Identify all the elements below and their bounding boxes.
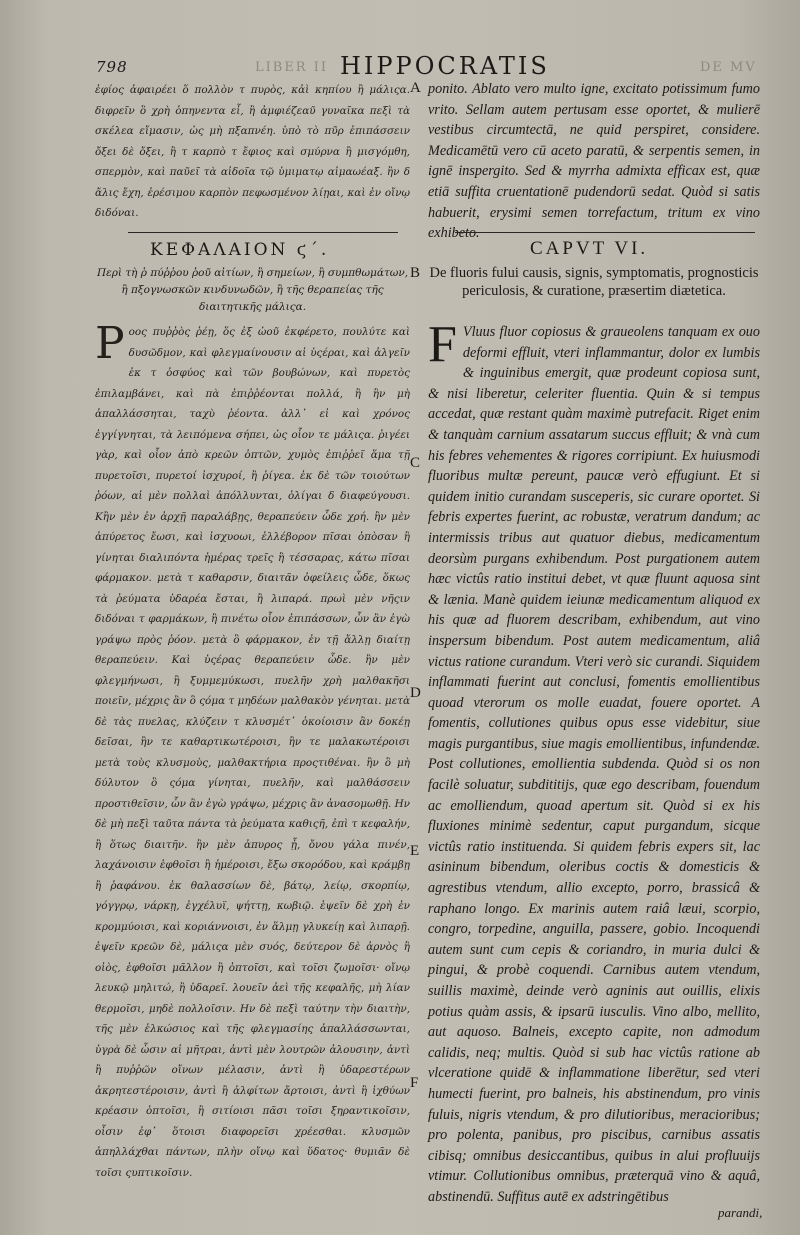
greek-chapter-rule: [128, 232, 398, 233]
greek-chapter-title: ΚΕΦΑΛΑΙΟΝ ϛ΄.: [150, 240, 330, 260]
greek-intro-text: ἐφίος ἀφαιρέει ὅ πολλὸν τ πυρὸς, κἀὶ κηπίου ἢ μάλιςα. διφρεῖν ὃ χρὴ ὁπηνεντα εἶ, ἢ ἀμφιέζεαῦ γυναῖκα πεξὶ τὰ σκέλεα εἴμασιν, ὡς μὴ πξαπνέη. ὑπὸ τὸ πῦρ ἐπιπάσσειν ὄξει δὲ ὄξει, ἢ τ καρπὸ τ ἔφιος καὶ σμύρνα ἢ μισγόμθη, σπερμὸν, καὶ παῦεῖ τὰ αἰδοῖα τῷ ὑμιματῳ αἱμαωέαξ. ἢν δ ἄλις ἔχη, ἐρέσιμου καρπὸν πεφωσμένον λίῃαι, καὶ ἐν οἴνῳ διδόναι.: [95, 84, 410, 219]
catchword: parandi,: [718, 1205, 763, 1220]
latin-chapter-rule: [455, 232, 755, 233]
greek-body: [95, 318, 410, 1192]
margin-letter-d: D: [410, 685, 421, 701]
latin-intro: [428, 79, 760, 242]
margin-letter-b: B: [410, 265, 421, 281]
bleed-through-text: LIBER II: [255, 60, 329, 75]
greek-body-text: οος πυῤῥὸς ῥέῃ, ὅς ἐξ ὠοῦ ἐκφέρετο, πουλύτε καὶ δυσῶδμον, καὶ φλεγμαίνουσιν αἱ ὑςέραι, καὶ ἀλγεῖν ἐκ τ ὀσφύος καὶ τῶν βουβώνων, καὶ πυρετὸς ἐπιλαμβάνει, καὶ πὰ ἐπιῤῥέονται πολλά, ἢ ἢν μὴ ἀπαλλάσσηται, ταχὺ ῥέοντα. ἀλλ᾽ εἰ καὶ χρόνος ἐγγίγνηται, τὰ λειπόμενα σήπει, ὡς οἷον τε μάλιςα. ῥιγέει γὰρ, καὶ οἷον ἀπὸ κρεῶν ὀπτῶν, χυμὸς ἐπιῤῥεῖ ἅμα τῇ πυρετοῖσι, πυρετοί ἰσχυροί, ἢ ῥίγεα. ἐκ δὲ τῶν τοιούτων ῥόων, αἱ μὲν πολλαὶ ἀπόλλυνται, ὀλίγαι δ διαφεύγουσι. Κἢν μὲν ἐν ἀρχῇ παραλάβῃς, θεραπεύειν ὧδε χρή. ἢν μὲν ἀπύρετος ἔωσι, καὶ ἰσχυοωι, ἐλλέβορον πῖσαι ὀπὸσαν ἢ γίνηται διαλιπόντα ἡμέρας τρεῖς ἢ τέσσαρας, κάτω πῖσαι φάρμακον. μετὰ τ καθαρσιν, διαιτᾶν ὀφείλεις ὧδε, ὅκως τὰ ῥεύματα ὑδαρέα ἔσται, ἢ λιπαρά. πρωὶ μὲν νῆςιν διδόναι τ φαρμάκων, ἢ πινέτω οἷον ἐπιπάσσων, ὧν ἂν ἐγὼ γράψω πρὸς ῥόον. μετὰ ὃ φάρμακον, ἐν τῇ ἄλλῃ διαίτῃ θεραπεύειν. Καὶ ὑςέρας θεραπεύειν ὧδε. ἢν μὲν φλεγμήνωσι, ἢ ξυμμεμύκωσι, πυελῆν χρὴ μαλθακῆσι ποιεῖν, μέχρις ἂν ὃ ςόμα τ μηδέων μαλθακὸν γένηται. μετὰ δὲ τὰς πυελας, κλύζειν τ κλυσμέτ᾽ ὁκοίοισιν ἂν δοκέῃ δεῖσαι, ἢν τε καθαρτικωτέροισι, ἢν τε μαλακωτέροισι μετὰ τοὺς κλυσμοὺς, μαλθακτήρια προςτιθέναι. ἢν ὃ μὴ δύλυτον ὃ ςόμα γίνηται, πυελῆν, καὶ μαλθάσσειν προστιθεῖσιν, ὧν ἂν ἐγὼ γράψω, μέχρις ἂν ἀνασομωθῇ. Ην δὲ μὴ πεξὶ ταῦτα πάντα τὰ ῥεύματα καθιςῆ, ἐπὶ τ κεφαλήν, ἢ ὅτως διαιτῆν. ἢν μὲν ἀπυρος ᾖ, ὄνου γάλα πινέν, λαχάνοισιν ἑφθοῖσι ἢ ἡμέροισι, ἔξω σκορόδου, καὶ κράμβῃ ἢ ῥαφάνου. ἐκ θαλασσίων δὲ, βάτῳ, λείῳ, σκορπίῳ, γόγγρῳ, νάρκῃ, ἐγχέλυϊ, ψήττῃ, κωβιῷ. ἑψεῖν δὲ χρὴ ἐν κρομμύοισι, καὶ κοριάννοισι, ἐν ἅλμῃ γλυκείῃ καὶ λιπαρῇ. ἑψεῖν κρεῶν δὲ, μάλιςα μὲν συός, δεύτερον δὲ ἀρνὸς ἢ οἰὸς, ἑφθοῖσι μᾶλλον ἢ ὀπτοῖσι, καὶ τοῖσι ζωμοῖσι· οἴνῳ λευκῷ μηλιτώ, ἢ ὑδαρεῖ. λουεῖν ἀεὶ τῆς κεφαλῆς, μὴ λίαν θερμοῖσι, μηδὲ πολλοῖσιν. Ην δὲ πεξὶ ταύτην τὴν διαιτὴν, τῆς μὲν ἑλκώσιος καὶ τῆς φλεγμασίης ἀπαλλάσσωνται, ὑγρὰ δὲ ὦσιν αἱ μῆτραι, ἀντὶ μὲν λουτρῶν ἀλουσιην, ἀντὶ ἢ πυῤῥῶν οἴνων μέλασιν, ἀντὶ ἢ ὑδαρεστέρων ἀκρητεστέροισιν, ἀντὶ ἢ ἀλφίτων ἄρτοισι, ἀντὶ ἢ ἰχθύων κρέασιν ὀπτοῖσι, ἢ σιτίοισι πᾶσι τοῖσι ξηραντικοῖσιν, οἶσιν ἐφ᾽ ὅτοισι διαφορεῖσι χρέεσθαι. κλυσμῶν ἀπηλλάχθαι πάντων, πλὴν οἴνῳ καὶ ὕδατος· θυμιᾶν δὲ τοῖσι ςυπτικοῖσιν.: [95, 326, 410, 1179]
greek-drop-cap: Ρ: [95, 318, 125, 369]
margin-letter-c: C: [410, 455, 421, 471]
latin-intro-text: ponito. Ablato vero multo igne, excitato potissimum fumo vrito. Sellam autem pertusam esse oportet, & mulierē vestibus circumtectā, ne quid perspiret, considere. Medicamētū vero cū aceto paratū, & serpentis semen, in ignē inspergito. Sed & myrrha admixta efficax est, quæ etiā suffita cruentationē pudendorū sedat. Quòd si satis habuerit, erysimi semen torrefactum, tritum ex vino exhibeto.: [428, 81, 760, 242]
latin-drop-cap: F: [428, 316, 457, 373]
bleed-through-text-right: DE MV: [700, 60, 757, 75]
running-title: HIPPOCRATIS: [340, 52, 550, 80]
latin-body-text: Vluus fluor copiosus & graueolens tanquam ex ouo deformi effluit, vteri inflammantur, dolor ex lumbis & inguinibus emergit, quæ prodeunt copiosa sunt, & nisi liberetur, celeriter fluentia. Quin & si tempus accedat, quæ restant quàm maximè putrefacit. Riget enim & tanquàm carnium assatarum succus effluit; & vnà cum his febres vehementes & rigores corripiunt. Ex huiusmodi fluoribus multæ pereunt, paucæ verò effugiunt. Et si quidem initio curandam susceperis, sic curare oportet. Si febris expertes fuerint, ac robustæ, veratrum dandum; ac intermissis tribus aut quatuor diebus, medicamentum deorsùm purgans exhibendum. Post purgationem autem hæc victûs ratio institui debet, vt quæ fluunt aquosa sint & lænia. Manè quidem ieiunæ medicamentum aliquod ex his quæ ad fluorem describam, exhibendum, aut vino inspersum bibendum. Post autem medicamentum, aliâ victus ratione curandum. Vteri verò sic curandi. Siquidem inflammati fuerint aut conclusi, fomentis emollientibus quoad vterorum os molle euadat, fouere oportet. A fomentis, collutiones quibus opus esse videbitur, siue magis purgantibus, siue magis emollientibus, infundendæ. Post collutiones, emollientia subdenda. Quòd si os non facilè soluatur, subdititijs, quæ ego describam, fouendum ac emolliendum, quoad apertum sit. Quòd si ex his fluxiones minimè sedentur, caput purgandum, sicque victûs ratio instituenda. Si quidem febris expers sit, lac asininum bibendum, oleribus coctis & domesticis & agrestibus vtendum, allio excepto, porro, brassicâ & raphano longo. Ex marinis autem raiâ læui, scorpio, congro, torpedine, anguilla, passere, gobio. Incoquendi autem sunt cum cepis & coriandro, in muria dulci & pingui, & probè coquendi. Carnibus autem vtendum, suillis maximè, deinde verò agninis aut ouillis, elixis potius quàm assis, & ipsarū iusculis. Vino albo, mellito, aut aquoso. Balneis, excepto capite, non admodum calidis, neq; multis. Quòd si sub hac victûs ratione ab vlceratione quidē & inflammatione liberētur, sed vteri humecti fuerint, pro balneis, his abstinendum, pro vinis fuluis, nigris vtendum, & pro dilutioribus, meracioribus; pro polenta, panibus, pro piscibus, carnibus assatis cibisq; omnibus desiccantibus, quibus in alui profluuijs vtimur. Collutionibus omnibus, præterquā vino & aquâ, abstinendū. Suffitus autē ex adstringētibus: [428, 324, 760, 1205]
latin-chapter-title: CAPVT VI.: [530, 238, 649, 259]
latin-body: [428, 316, 760, 1205]
latin-chapter-summary: De fluoris fului causis, signis, symptomatis, prognosticis periculosis, & curatione, præsertim diætetica.: [429, 265, 759, 299]
margin-letter-e: E: [410, 843, 420, 859]
margin-letter-f: F: [410, 1075, 419, 1091]
greek-chapter-summary: Περὶ τὴ ῥ πύῤῥου ῥοῦ αἰτίων, ἢ σημείων, ἢ συμπθωμάτων, ἢ πξογνωσκῶν κινδυνωδῶν, ἢ τῆς θεραπείας τῆς διαιτητικῆς μάλιςα.: [96, 267, 409, 313]
margin-letter-a: A: [410, 80, 421, 96]
page-number: 798: [96, 58, 128, 76]
greek-intro: [95, 80, 410, 219]
